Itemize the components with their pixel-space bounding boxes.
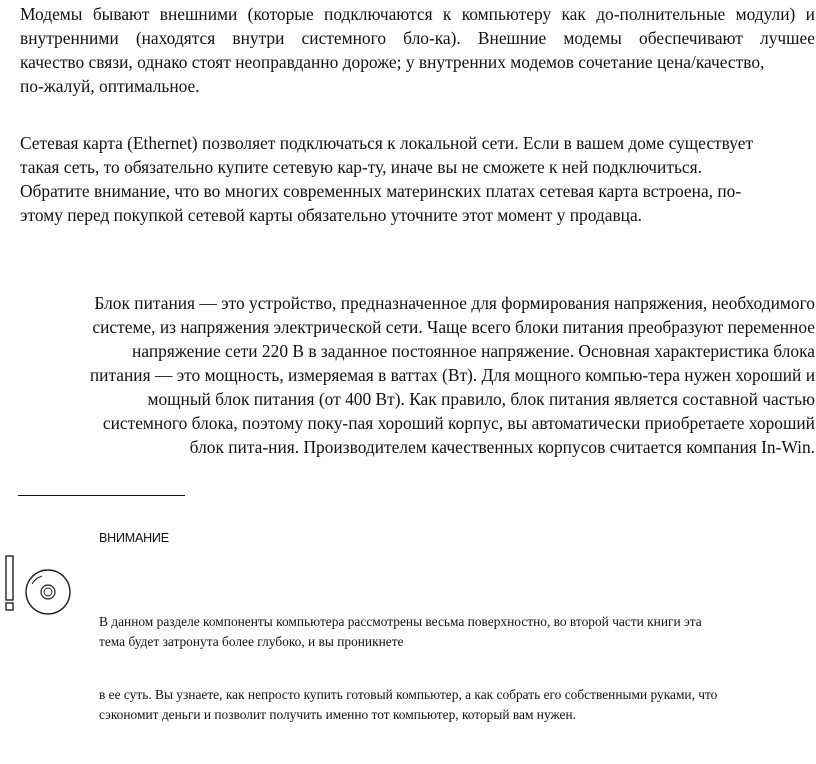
text-line: мощный блок питания (от 400 Вт). Как правило, блок питания является составной частью xyxy=(147,389,815,409)
text-line: по-жалуй, оптимальное. xyxy=(20,76,200,96)
text-line: В данном разделе компоненты компьютера рассмотрены весьма поверхностно, во второй части книги эта xyxy=(99,614,702,629)
paragraph-power-supply xyxy=(60,291,815,459)
notice-text-1 xyxy=(99,612,804,652)
text-line: сэкономит деньги и позволит получить именно тот компьютер, который вам нужен. xyxy=(99,707,577,722)
text-line: системе, из напряжения электрической сети. Чаще всего блоки питания преобразуют переменное xyxy=(92,317,815,337)
text-line: системного блока, поэтому поку-пая хороший корпус, вы автоматически приобретаете хороший xyxy=(102,413,815,433)
text-line: в ее суть. Вы узнаете, как непросто купить готовый компьютер, а как собрать его собственными руками, что xyxy=(99,687,718,702)
text-line: такая сеть, то обязательно купите сетевую кар-ту, иначе вы не сможете к ней подключиться. xyxy=(20,157,702,177)
text-line: Блок питания — это устройство, предназначенное для формирования напряжения, необходимого xyxy=(94,293,815,313)
text-line: Модемы бывают внешними (которые подключаются к компьютеру как до-полнительные модули) и xyxy=(20,4,815,24)
text-line: Сетевая карта (Ethernet) позволяет подключаться к локальной сети. Если в вашем доме существует xyxy=(20,133,754,153)
paragraph-network-card xyxy=(20,131,815,227)
paragraph-modems xyxy=(20,2,815,98)
text-line: блок пита-ния. Производителем качественных корпусов считается компания In-Win. xyxy=(189,437,815,457)
text-line: Обратите внимание, что во многих современных материнских платах сетевая карта встроена, по- xyxy=(20,181,742,201)
notice-text-2 xyxy=(99,685,816,725)
text-line: питания — это мощность, измеряемая в ваттах (Вт). Для мощного компью-тера нужен хороший и xyxy=(89,365,815,385)
text-line: внутренними (находятся внутри системного бло-ка). Внешние модемы обеспечивают лучшее xyxy=(20,28,815,48)
exclamation-disc-icon xyxy=(2,552,74,618)
section-divider xyxy=(18,495,185,496)
text-line: тема будет затронута более глубоко, и вы проникнете xyxy=(99,634,404,649)
notice-title: ВНИМАНИЕ xyxy=(99,531,169,545)
text-line: этому перед покупкой сетевой карты обязательно уточните этот момент у продавца. xyxy=(20,205,643,225)
text-line: напряжение сети 220 В в заданное постоянное напряжение. Основная характеристика блока xyxy=(132,341,815,361)
text-line: качество связи, однако стоят неоправданно дороже; у внутренних модемов сочетание цена/качество, xyxy=(20,52,765,72)
